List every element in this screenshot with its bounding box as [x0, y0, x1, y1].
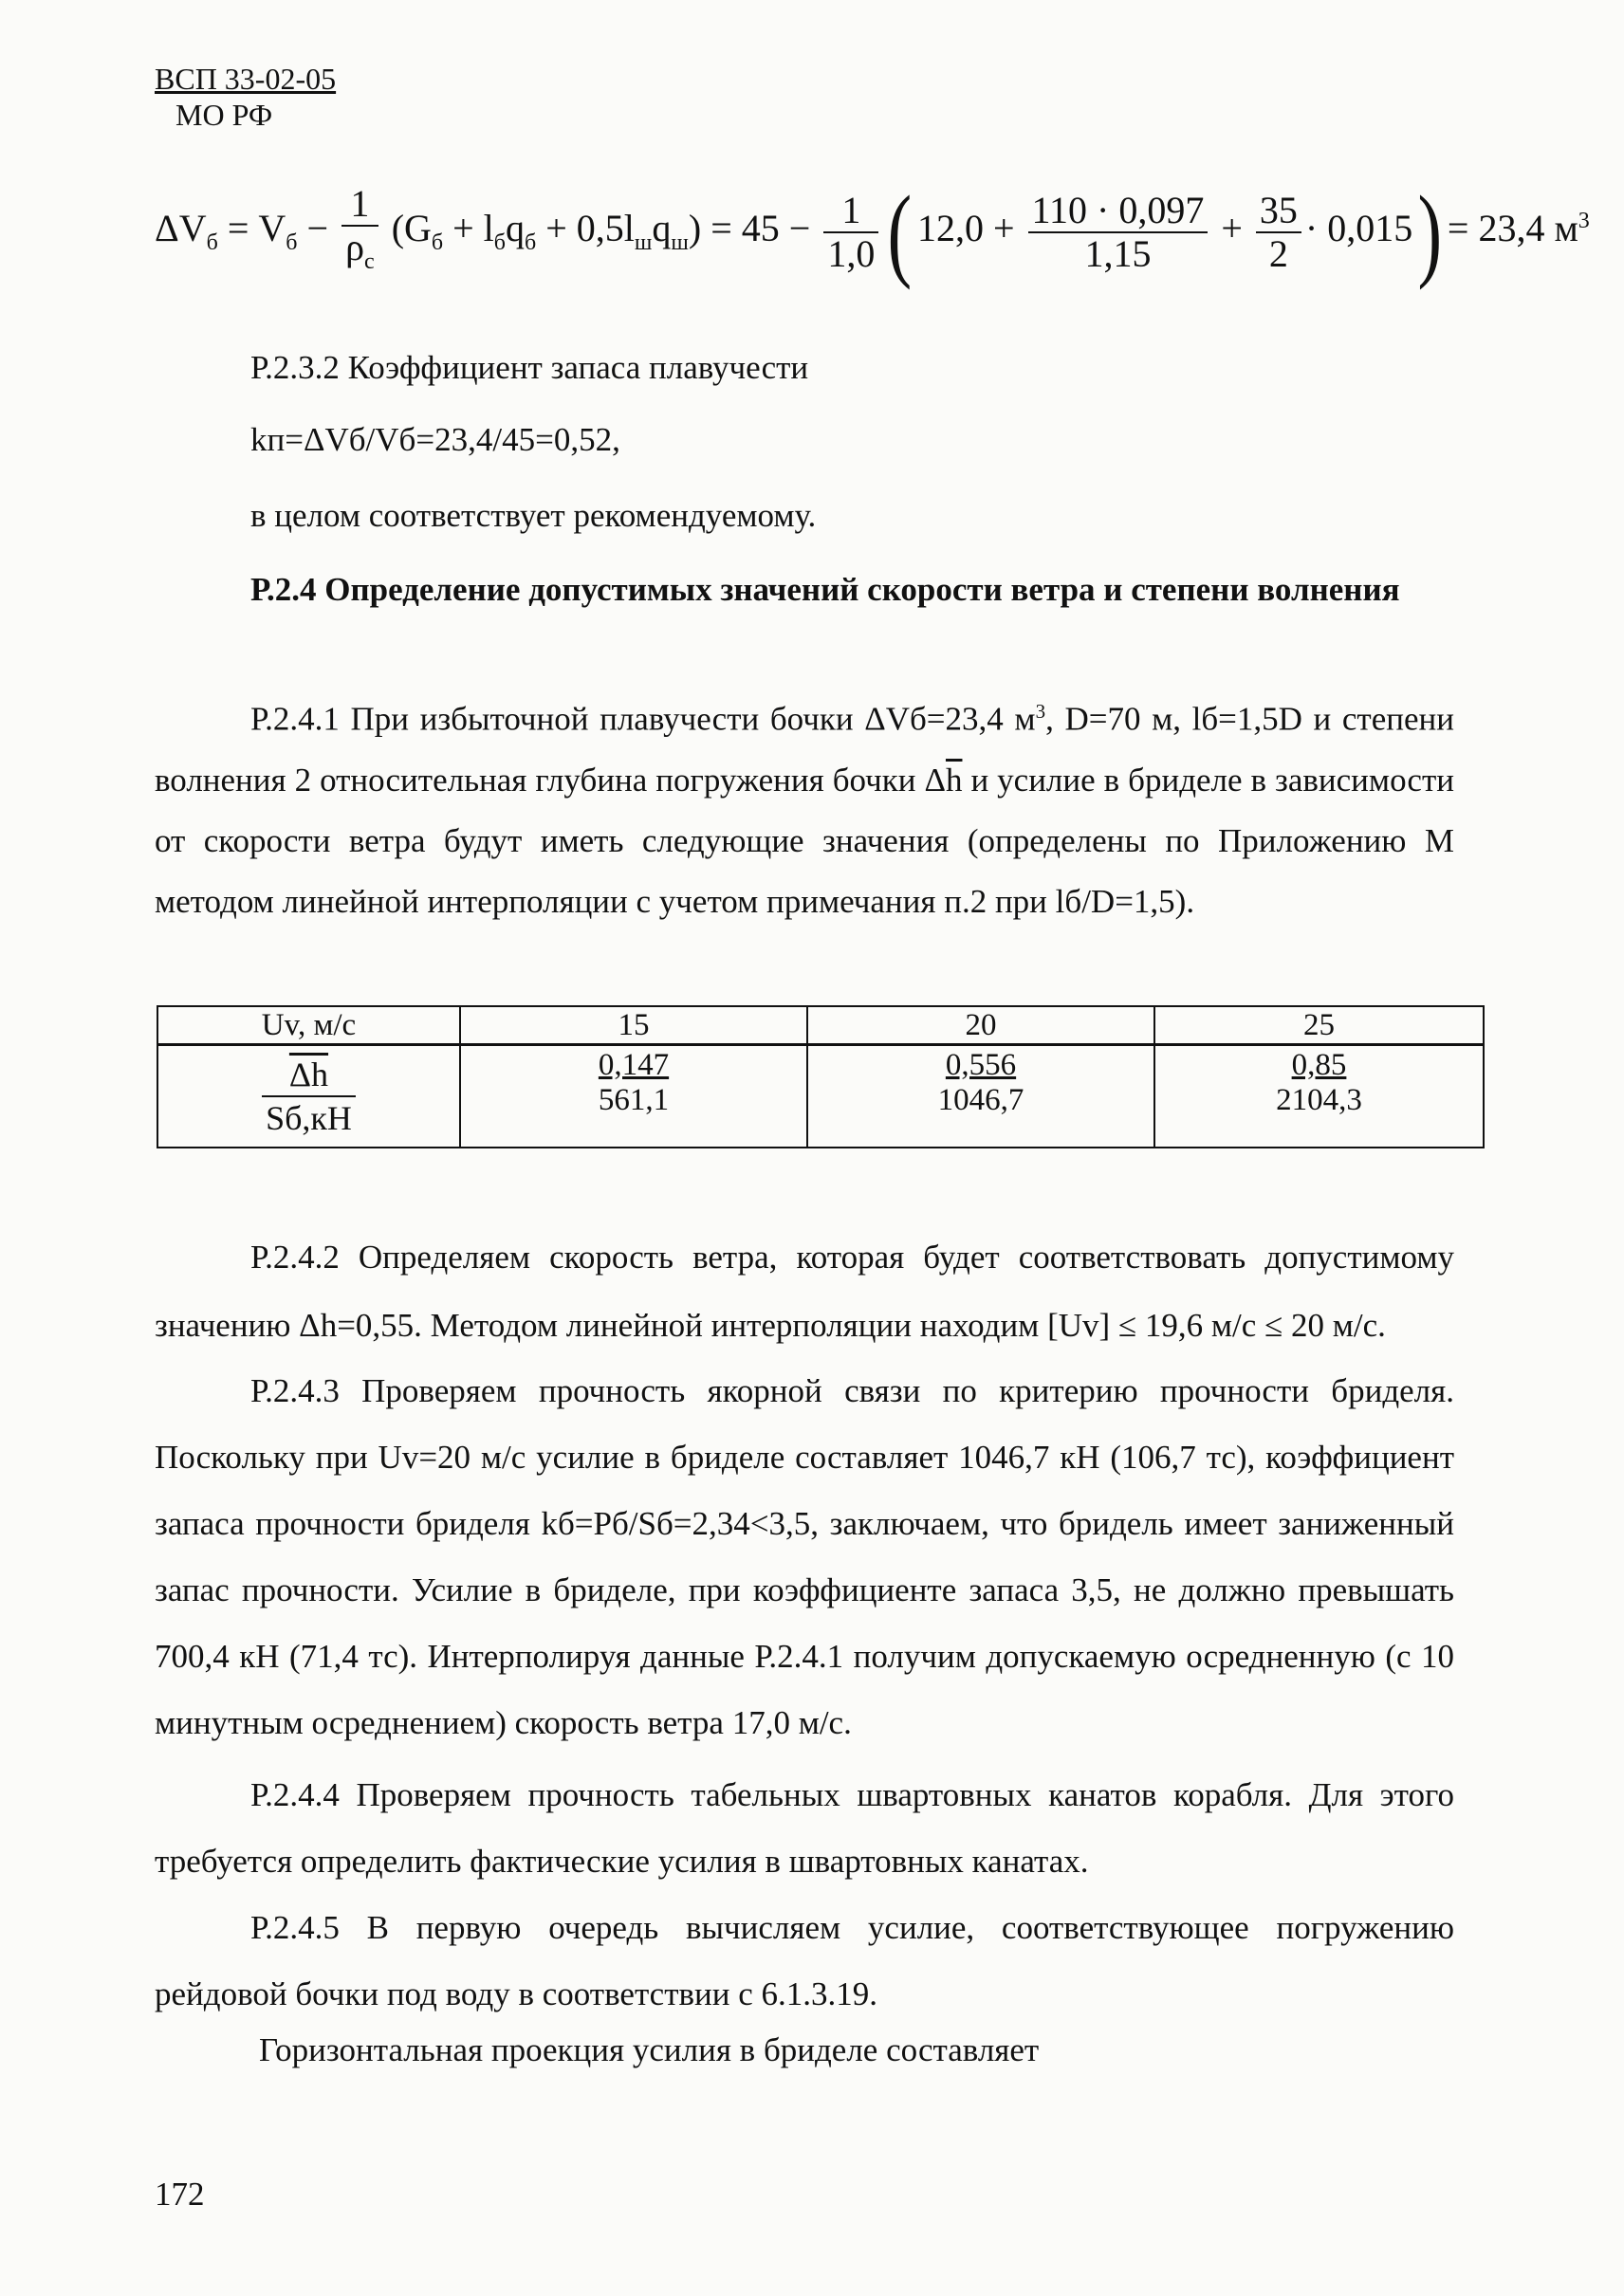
rho-symbol: ρ	[345, 225, 365, 268]
formula-subscript: б	[431, 230, 444, 256]
left-parenthesis: (	[887, 174, 913, 290]
fraction-4	[1256, 190, 1301, 275]
fraction-numerator: $\overline{\Delta h}$	[262, 1054, 356, 1097]
table-cell	[807, 1045, 1154, 1148]
fraction-denominator: Sб,кН	[266, 1098, 352, 1137]
section-2-4-2-text: Р.2.4.2 Определяем скорость ветра, которая будет соответствовать допустимому значению Δh=0,55. Методом линейной интерполяции находим [Uv] ≤ 19,6 м/с ≤ 20 м/с.	[155, 1239, 1454, 1344]
formula-subscript: б	[206, 230, 218, 256]
fraction-numerator: 110 · 0,097	[1028, 190, 1209, 233]
formula-subscript: ш	[634, 230, 653, 256]
formula-term: + 0,5l	[536, 207, 635, 250]
standard-code: ВСП 33-02-05	[155, 62, 337, 96]
superscript: 3	[1035, 700, 1046, 723]
formula-superscript: 3	[1578, 208, 1590, 233]
fraction-numerator: 1	[341, 183, 378, 227]
formula-term: = V	[227, 207, 286, 250]
fraction-denominator: 1,15	[1084, 232, 1152, 275]
fraction-2	[823, 190, 878, 275]
paragraph-text: , D=70 м, lб=1,5D и степени волнения 2 относительная глубина погружения бочки Δ	[155, 700, 1454, 799]
dh-value: 0,556	[945, 1048, 1017, 1082]
speed-cell: 15	[460, 1006, 807, 1045]
page-number: 172	[155, 2176, 205, 2213]
table-header-row	[157, 1006, 1484, 1045]
section-2-3-2-title: Р.2.3.2 Коэффициент запаса плавучести	[250, 349, 809, 386]
buoyancy-conclusion: в целом соответствует рекомендуемому.	[250, 497, 817, 534]
formula-term: 12,0 +	[916, 207, 1015, 250]
fraction-denominator: 2	[1268, 232, 1288, 275]
horizontal-projection-text: Горизонтальная проекция усилия в бриделе составляет	[259, 2031, 1040, 2068]
formula-subscript: ш	[671, 230, 689, 256]
section-2-4-1-text	[155, 681, 1454, 932]
formula-subscript: б	[525, 230, 537, 256]
document-code-header	[155, 61, 336, 133]
formula-term: + l	[443, 207, 494, 250]
buoyancy-excess-formula	[155, 174, 1590, 290]
wind-speed-table	[157, 1005, 1485, 1148]
fraction-numerator: 1	[823, 190, 878, 233]
table-cell	[460, 1045, 807, 1148]
paragraph-text: и усилие в бриделе в зависимости от скорости ветра будут иметь следующие значения (определены по Приложению М методом линейной интерполяции с учетом примечания п.2 при lб/D=1,5).	[155, 761, 1454, 920]
formula-term: ΔV	[155, 207, 207, 250]
buoyancy-reserve-formula: kп=ΔVб/Vб=23,4/45=0,52,	[250, 421, 620, 458]
header-label-cell: Uv, м/с	[157, 1006, 460, 1045]
section-2-4-4-text: Р.2.4.4 Проверяем прочность табельных швартовных канатов корабля. Для этого требуется определить фактические усилия в швартовных канатах.	[155, 1776, 1454, 1880]
dh-value: 0,85	[1291, 1048, 1347, 1082]
force-value: 1046,7	[937, 1083, 1024, 1117]
formula-term: +	[1221, 207, 1243, 250]
formula-term: q	[506, 207, 526, 250]
formula-term: (G	[391, 207, 432, 250]
formula-subscript: б	[493, 230, 507, 256]
row-label-fraction	[262, 1054, 356, 1139]
right-parenthesis: )	[1417, 174, 1443, 290]
formula-term: ) = 45 −	[688, 207, 811, 250]
formula-term: −	[306, 207, 329, 250]
fraction-1	[341, 183, 378, 283]
formula-result: = 23,4 м	[1447, 207, 1578, 250]
formula-term: q	[652, 207, 672, 250]
dh-value: 0,147	[598, 1048, 670, 1082]
row-label-cell	[157, 1045, 460, 1148]
table-cell	[1154, 1045, 1484, 1148]
fraction-3	[1028, 190, 1209, 275]
force-value: 561,1	[598, 1083, 670, 1117]
overlined-h: $\overline{h}$	[945, 761, 963, 799]
formula-term: · 0,015	[1304, 207, 1413, 250]
section-2-4-heading: Р.2.4 Определение допустимых значений скорости ветра и степени волнения	[250, 571, 1400, 608]
fraction-denominator	[341, 227, 378, 283]
speed-cell: 20	[807, 1006, 1154, 1045]
table-row	[157, 1045, 1484, 1148]
fraction-numerator: 35	[1256, 190, 1301, 233]
section-2-4-3-text: Р.2.4.3 Проверяем прочность якорной связи по критерию прочности бриделя. Поскольку при Uv=20 м/с усилие в бриделе составляет 1046,7 кН (106,7 тс), коэффициент запаса прочности бриделя kб=Pб/Sб=2,34<3,5, заключаем, что бридель имеет заниженный запас прочности. Усилие в бриделе, при коэффициенте запаса 3,5, не должно превышать 700,4 кН (71,4 тс). Интерполируя данные Р.2.4.1 получим допускаемую осредненную (с 10 минутным осреднением) скорость ветра 17,0 м/с.	[155, 1372, 1454, 1741]
paragraph-text: Р.2.4.1 При избыточной плавучести бочки ΔVб=23,4 м	[250, 700, 1036, 738]
speed-cell: 25	[1154, 1006, 1484, 1045]
formula-subscript: c	[364, 248, 375, 274]
force-value: 2104,3	[1276, 1083, 1362, 1117]
section-2-4-5-text: Р.2.4.5 В первую очередь вычисляем усилие, соответствующее погружению рейдовой бочки под воду в соответствии с 6.1.3.19.	[155, 1909, 1454, 2012]
fraction-denominator: 1,0	[827, 232, 876, 275]
formula-subscript: б	[286, 230, 298, 256]
organization: МО РФ	[175, 98, 273, 132]
